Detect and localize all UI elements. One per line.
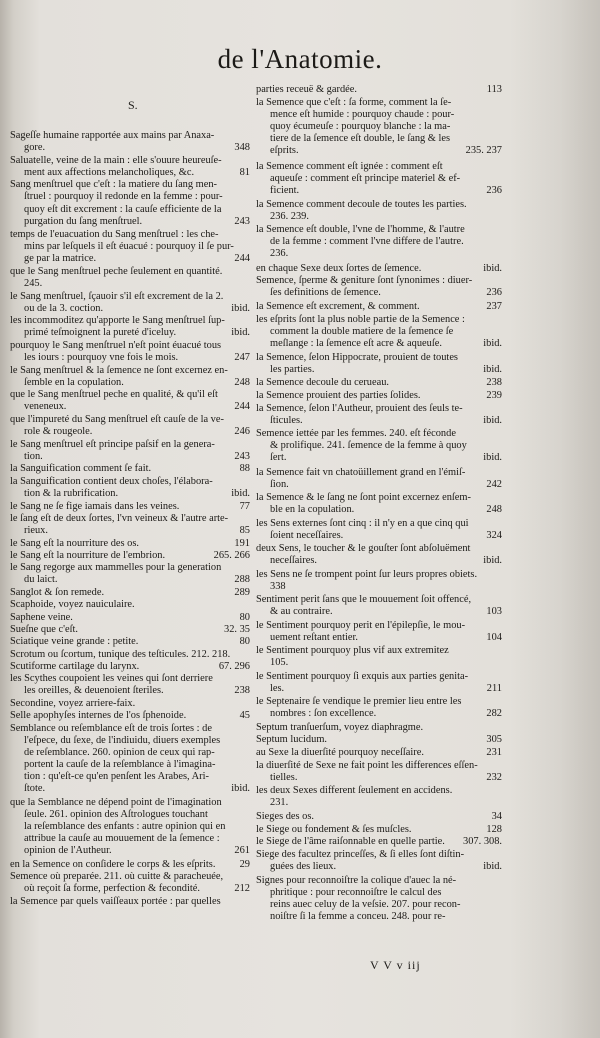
entry-line: le Sentiment pourquoy perit en l'épilepſie, le mou-: [256, 619, 466, 631]
index-entry: [256, 263, 502, 275]
entry-line: la Semence, ſelon Hippocrate, prouient de toutes: [256, 351, 458, 363]
page-reference: ibid.: [483, 861, 502, 873]
entry-line: primé teſmoignent la pureté d'iceluy. ibid.: [24, 327, 250, 339]
entry-line: que la Semblance ne dépend point de l'imagination: [10, 796, 222, 808]
entry-line: eſprits. 235. 237: [270, 145, 502, 157]
entry-line: tielles. 232: [270, 771, 502, 783]
entry-line: le Sang menſtruel & la ſemence ne ſont excernez en-: [10, 364, 228, 376]
entry-line: tion : qu'eſt-ce qu'en penſent les Arabes, Ari-: [24, 771, 209, 783]
entry-line: Semblance ou reſemblance eſt de trois ſortes : de: [10, 722, 212, 734]
entry-line: purgation du ſang menſtruel. 243: [24, 215, 250, 227]
entry-line: ge par la matrice. 244: [24, 252, 250, 264]
entry-line: le ſang eſt de deux ſortes, l'vn veineux & l'autre arte-: [10, 512, 229, 524]
entry-line: la Semence, ſelon l'Autheur, prouient des ſeuls te-: [256, 402, 463, 414]
entry-line: neceſſaires. ibid.: [270, 555, 502, 567]
entry-line: ficient. 236: [270, 184, 502, 196]
index-entry: [10, 229, 250, 265]
index-entry: [10, 414, 250, 438]
index-entry: [256, 824, 502, 836]
index-entry: [256, 645, 502, 669]
entry-line: noiſtre ſi la femme a conceu. 248. pour re-: [270, 910, 446, 922]
entry-line: Septum tranſuerſum, voyez diaphragme.: [256, 721, 424, 733]
entry-line: Sang menſtruel que c'eſt : la matiere du ſang men-: [10, 179, 218, 191]
index-entry: [10, 266, 250, 290]
index-entry: [256, 747, 502, 759]
entry-line: mins par leſquels il eſt éuacué : pourquoy il ſe pur-: [24, 240, 234, 252]
page-reference: 265. 266: [213, 549, 250, 561]
page-reference: 305: [486, 734, 502, 746]
index-entry: [10, 896, 250, 908]
page-reference: ibid.: [483, 363, 502, 375]
entry-line: la Semence comment eſt ignée : comment eſt: [256, 160, 443, 172]
index-entry: [10, 501, 250, 513]
entry-line: la Sanguification contient deux choſes, l'élabora-: [10, 475, 213, 487]
page-reference: 238: [234, 685, 250, 697]
page-reference: ibid.: [483, 262, 502, 274]
index-entry: [256, 836, 502, 848]
entry-line: ſert. ibid.: [270, 452, 502, 464]
entry-line: la Semence decoule du cerueau. 238: [256, 377, 502, 389]
index-entry: [256, 390, 502, 402]
entry-line: la diuerſité de Sexe ne fait point les differences eſſen-: [256, 759, 478, 771]
entry-line: mence eſt humide : pourquoy chaude : pour-: [270, 108, 455, 120]
entry-line: les deux Sexes different ſeulement en accidens.: [256, 785, 453, 797]
entry-line: la Semence & le ſang ne ſont point excernez enſem-: [256, 492, 471, 503]
page-reference: 348: [234, 142, 250, 154]
index-entry: [256, 314, 502, 350]
entry-line: que le Sang menſtruel peche ſeulement en quantité.: [10, 265, 223, 277]
entry-line: Selle apophyſes internes de l'os ſphenoide. 45: [10, 710, 250, 722]
section-letter: S.: [128, 98, 138, 112]
index-entry: [10, 859, 250, 871]
index-entry: [10, 315, 250, 339]
entry-line: Semence, ſperme & geniture ſont ſynonimes : diuer-: [256, 275, 473, 287]
entry-line: les Scythes coupoient les veines qui ſont derriere: [10, 673, 213, 685]
page-reference: 238: [486, 377, 502, 389]
page-reference: ibid.: [483, 555, 502, 567]
page-reference: 191: [234, 537, 250, 549]
page-reference: 243: [234, 450, 250, 462]
entry-line: l'eſpece, du ſexe, de l'indiuidu, diuers exemples: [24, 734, 221, 746]
index-entry: [10, 538, 250, 550]
index-entry: [10, 389, 250, 413]
page-reference: 288: [234, 574, 250, 586]
page-reference: 32. 35: [224, 624, 250, 635]
entry-line: Semence où preparée. 211. où cuitte & paracheuée,: [10, 871, 224, 882]
entry-line: la Semence eſt double, l'vne de l'homme, & l'autre: [256, 224, 465, 236]
entry-line: les Sens externes ſont cinq : il n'y en a que cinq qui: [256, 517, 469, 529]
entry-line: 236.: [270, 248, 289, 260]
page-edge-shading: [510, 0, 600, 1038]
index-entry: [256, 811, 502, 823]
entry-line: 245.: [24, 277, 43, 289]
page-reference: 247: [234, 352, 250, 364]
entry-line: attribue la cauſe au mouuement de la ſemence :: [24, 833, 220, 845]
page-reference: 231: [486, 747, 502, 758]
index-entry: [10, 562, 250, 586]
page-reference: 289: [234, 586, 250, 598]
printer-signature: V V v iij: [370, 958, 421, 972]
index-entry: [256, 543, 502, 567]
page-reference: 246: [234, 426, 250, 438]
page-reference: 242: [486, 478, 502, 490]
entry-line: les iours : pourquoy vne fois le mois. 247: [24, 352, 250, 364]
entry-line: role & rougeole. 246: [24, 426, 250, 438]
entry-line: en chaque Sexe deux ſortes de ſemence. ibid.: [256, 262, 502, 274]
index-entry: [256, 760, 502, 784]
entry-line: rieux. 85: [24, 524, 250, 536]
entry-line: le Sang eſt la nourriture de l'embrion. 265. 266: [10, 549, 250, 561]
entry-line: parties receuë & gardée. 113: [256, 84, 502, 95]
index-entry: [256, 467, 502, 491]
index-entry: [256, 403, 502, 427]
entry-line: le Sentiment pourquoy plus vif aux extremitez: [256, 645, 449, 656]
entry-line: Semence iettée par les femmes. 240. eſt féconde: [256, 428, 456, 440]
page-reference: 236: [486, 184, 502, 196]
entry-line: Scrotum ou ſcortum, tunique des teſticules. 212. 218.: [10, 648, 231, 660]
entry-line: nombres : ſon excellence. 282: [270, 708, 502, 720]
index-entry: [10, 513, 250, 537]
page-reference: 80: [239, 611, 250, 623]
index-entry: [10, 439, 250, 463]
entry-line: opinion de l'Autheur. 261: [24, 845, 250, 857]
entry-line: le Sentiment pourquoy ſi exquis aux parties genita-: [256, 670, 469, 682]
index-entry: [10, 723, 250, 796]
entry-line: que l'impureté du Sang menſtruel eſt cauſe de la ve-: [10, 414, 224, 426]
page-reference: 248: [234, 376, 250, 388]
index-entry: [256, 301, 502, 313]
index-entry: [10, 797, 250, 857]
page-reference: ibid.: [483, 414, 502, 426]
entry-line: gore. 348: [24, 142, 250, 154]
entry-line: Sanglot & ſon remede. 289: [10, 586, 250, 598]
entry-line: ble en la copulation. 248: [270, 504, 502, 516]
page-reference: 239: [486, 390, 502, 401]
entry-line: Saphene veine. 80: [10, 611, 250, 623]
entry-line: ſeule. 261. opinion des Aſtrologues touchant: [24, 808, 208, 820]
index-entry: [256, 594, 502, 618]
entry-line: les incommoditez qu'apporte le Sang menſtruel ſup-: [10, 315, 225, 327]
page-reference: 282: [486, 708, 502, 720]
page-reference: 244: [234, 401, 250, 413]
entry-line: Siege des facultez princeſſes, & ſi elles ſont diſtin-: [256, 849, 465, 860]
index-entry: [256, 275, 502, 299]
page-reference: 232: [486, 771, 502, 783]
entry-line: Sentiment perit ſans que le mouuement ſoit offencé,: [256, 594, 472, 605]
index-entry: [10, 710, 250, 722]
entry-line: Sueſne que c'eſt. 32. 35: [10, 624, 250, 635]
page-reference: 307. 308.: [463, 836, 502, 848]
page-reference: 45: [239, 710, 250, 722]
page-reference: ibid.: [483, 452, 502, 464]
page-reference: 235. 237: [465, 145, 502, 157]
page-reference: 34: [491, 810, 502, 822]
entry-line: meſlange : la ſemence eſt acre & aqueuſe. ibid.: [270, 337, 502, 349]
entry-line: du laict. 288: [24, 574, 250, 586]
entry-line: Septum lucidum. 305: [256, 734, 502, 746]
entry-line: les oreilles, & deuenoient ſteriles. 238: [24, 685, 250, 697]
page-reference: ibid.: [231, 302, 250, 314]
index-entry: [256, 492, 502, 516]
entry-line: ſes definitions de ſemence. 236: [270, 287, 502, 299]
entry-line: quoy eſt dit excrement : la cauſe efficiente de la: [24, 203, 222, 215]
entry-line: de reſemblance. 260. opinion de ceux qui rap-: [24, 746, 215, 758]
index-entry: [256, 620, 502, 644]
page-reference: ibid.: [231, 327, 250, 339]
entry-line: aqueuſe : comment eſt principe materiel & ef-: [270, 172, 461, 184]
entry-line: temps de l'euacuation du Sang menſtruel : les che-: [10, 228, 219, 240]
page-reference: 211: [486, 682, 502, 694]
entry-line: ſion. 242: [270, 478, 502, 490]
page-reference: 104: [486, 631, 502, 643]
page-reference: 85: [239, 524, 250, 536]
entry-line: ſticules. ibid.: [270, 414, 502, 426]
index-entry: [256, 875, 502, 923]
page-reference: 81: [239, 166, 250, 178]
index-entry: [256, 224, 502, 260]
page-reference: 236: [486, 287, 502, 299]
entry-line: ſtruel : pourquoy il redonde en la femme : pour-: [24, 191, 223, 203]
entry-line: ſtote. ibid.: [24, 783, 250, 795]
page-reference: 237: [486, 300, 502, 312]
page-reference: 248: [486, 504, 502, 516]
entry-line: où reçoit ſa forme, perfection & fecondité. 212: [24, 883, 250, 895]
index-entry: [10, 365, 250, 389]
entry-line: en la Semence on conſidere le corps & les eſprits. 29: [10, 858, 250, 870]
page-reference: 67. 296: [218, 661, 250, 673]
entry-line: & prolifique. 241. ſemence de la femme à quoy: [270, 440, 467, 452]
index-entry: [256, 518, 502, 542]
entry-line: ou de la 3. coction. ibid.: [24, 302, 250, 314]
entry-line: au Sexe la diuerſité pourquoy neceſſaire. 231: [256, 747, 502, 758]
index-entry: [10, 550, 250, 562]
index-entry: [10, 291, 250, 315]
index-entry: [10, 155, 250, 179]
entry-line: le Sang eſt la nourriture des os. 191: [10, 537, 250, 549]
index-entry: [256, 377, 502, 389]
index-entry: [256, 97, 502, 157]
entry-line: Sageſſe humaine rapportée aux mains par Anaxa-: [10, 130, 215, 141]
page-reference: 212: [234, 883, 250, 895]
entry-line: tion & la rubrification. ibid.: [24, 487, 250, 499]
index-entry: [256, 199, 502, 223]
index-entry: [256, 428, 502, 464]
entry-line: le Septenaire ſe vendique le premier lieu entre les: [256, 696, 462, 707]
page-reference: ibid.: [231, 487, 250, 499]
index-entry: [10, 871, 250, 895]
entry-line: les parties. ibid.: [270, 363, 502, 375]
index-entry: [256, 722, 502, 734]
index-entry: [256, 849, 502, 873]
index-entry: [10, 612, 250, 624]
entry-line: ſemble en la copulation. 248: [24, 376, 250, 388]
entry-line: les Sens ne ſe trompent point ſur leurs propres obiets.: [256, 568, 478, 580]
index-entry: [256, 734, 502, 746]
index-entry: [10, 179, 250, 227]
index-entry: [10, 649, 250, 661]
entry-line: la Semence par quels vaiſſeaux portée : par quelles: [10, 895, 221, 907]
page-reference: 324: [486, 529, 502, 541]
index-entry: [256, 84, 502, 96]
index-entry: [10, 463, 250, 475]
page-reference: 261: [234, 845, 250, 857]
entry-line: ſoient neceſſaires. 324: [270, 529, 502, 541]
entry-line: que le Sang menſtruel peche en qualité, & qu'il eſt: [10, 389, 218, 401]
page-reference: 80: [239, 636, 250, 648]
entry-line: Secondine, voyez arriere-faix.: [10, 698, 136, 710]
entry-line: 338: [270, 580, 286, 592]
index-entry: [256, 569, 502, 593]
entry-line: tiere de la ſemence eſt double, le ſang & les: [270, 133, 451, 145]
entry-line: guées des lieux. ibid.: [270, 861, 502, 873]
entry-line: reins auec celuy de la veſsie. 207. pour recon-: [270, 898, 461, 910]
index-entry: [10, 476, 250, 500]
entry-line: le Sang ne ſe fige iamais dans les veines. 77: [10, 500, 250, 512]
entry-line: Sciatique veine grande : petite. 80: [10, 636, 250, 648]
index-entry: [10, 698, 250, 710]
entry-line: le Sang menſtruel eſt principe paſsif en la genera-: [10, 438, 215, 450]
page-reference: 29: [239, 858, 250, 870]
page-reference: ibid.: [231, 783, 250, 795]
entry-line: comment la double matiere de la ſemence ſe: [270, 325, 454, 337]
entry-line: Scutiforme cartilage du larynx. 67. 296: [10, 661, 250, 673]
page-reference: 244: [234, 252, 250, 264]
entry-line: veneneux. 244: [24, 401, 250, 413]
entry-line: quoy écumeuſe : pourquoy blanche : la ma-: [270, 120, 451, 132]
entry-line: le Siege ou fondement & ſes muſcles. 128: [256, 823, 502, 835]
index-entry: [256, 352, 502, 376]
entry-line: la Semence comment decoule de toutes les parties.: [256, 198, 467, 210]
entry-line: Scaphoide, voyez nauiculaire.: [10, 599, 135, 611]
entry-line: & au contraire. 103: [270, 606, 502, 618]
index-entry: [10, 599, 250, 611]
index-entry: [10, 636, 250, 648]
entry-line: deux Sens, le toucher & le gouſter ſont abſoluëment: [256, 543, 471, 554]
entry-line: portent la cauſe de la reſemblance à l'imagina-: [24, 759, 216, 771]
entry-line: pourquoy le Sang menſtruel n'eſt point éuacué tous: [10, 339, 222, 351]
index-entry: [10, 340, 250, 364]
entry-line: phritique : pour reconnoiſtre le calcul des: [270, 886, 442, 898]
index-entry: [256, 785, 502, 809]
page-reference: 113: [486, 84, 502, 95]
page-reference: ibid.: [483, 337, 502, 349]
page-reference: 77: [239, 500, 250, 512]
index-entry: [256, 671, 502, 695]
entry-line: Sieges des os. 34: [256, 810, 502, 822]
entry-line: Signes pour reconnoiſtre la colique d'auec la né-: [256, 874, 457, 886]
index-entry: [10, 624, 250, 636]
entry-line: les eſprits ſont la plus noble partie de la Semence :: [256, 313, 465, 325]
page-reference: 103: [486, 606, 502, 618]
entry-line: de la femme : comment l'vne differe de l'autre.: [270, 236, 464, 248]
index-entry: [10, 673, 250, 697]
entry-line: la Semence prouient des parties ſolides. 239: [256, 390, 502, 401]
index-entry: [10, 587, 250, 599]
entry-line: les. 211: [270, 682, 502, 694]
entry-line: la Semence que c'eſt : ſa forme, comment la ſe-: [256, 96, 452, 108]
page-reference: 243: [234, 215, 250, 227]
running-title: de l'Anatomie.: [217, 44, 383, 74]
entry-line: la Sanguification comment ſe fait. 88: [10, 463, 250, 475]
index-entry: [256, 161, 502, 197]
index-entry: [10, 130, 250, 154]
entry-line: uement reſtant entier. 104: [270, 631, 502, 643]
entry-line: 236. 239.: [270, 210, 309, 222]
entry-line: tion. 243: [24, 450, 250, 462]
entry-line: le Sang menſtruel, ſçauoir s'il eſt excrement de la 2.: [10, 290, 224, 302]
entry-line: la Semence fait vn chatoüillement grand en l'émiſ-: [256, 466, 466, 478]
entry-line: Saluatelle, veine de la main : elle s'ouure heureuſe-: [10, 154, 222, 166]
index-entry: [256, 696, 502, 720]
entry-line: 231.: [270, 797, 289, 809]
entry-line: la reſemblance des enfants : autre opinion qui en: [24, 821, 226, 833]
page-reference: 128: [486, 823, 502, 835]
entry-line: 105.: [270, 657, 289, 669]
entry-line: le Sang regorge aux mammelles pour la generation: [10, 562, 222, 574]
entry-line: ment aux affections melancholiques, &c. 81: [24, 166, 250, 178]
entry-line: le Siege de l'âme raiſonnable en quelle partie. 307. 308.: [256, 836, 502, 848]
page-reference: 88: [239, 463, 250, 475]
index-entry: [10, 661, 250, 673]
entry-line: la Semence eſt excrement, & comment. 237: [256, 300, 502, 312]
